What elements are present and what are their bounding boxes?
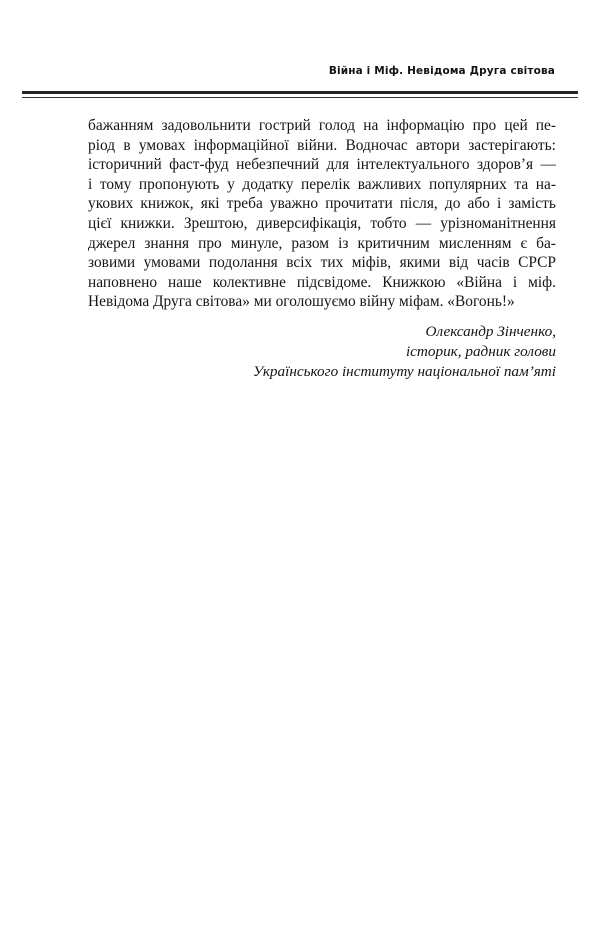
signature-role: історик, радник голови — [405, 342, 556, 360]
body-line: історичний фаст-фуд небезпечний для інтелектуального здоров’я — — [88, 156, 556, 174]
body-paragraph — [88, 116, 556, 312]
header-divider — [22, 91, 578, 99]
body-line: укових книжок, які треба уважно прочитати після, до або і замість — [88, 195, 556, 213]
signature-organization: Українського інституту національної пам’яті — [252, 362, 556, 380]
header-divider-thin-line — [22, 97, 578, 98]
body-line: і тому пропонують у додатку перелік важливих популярних та на- — [88, 175, 556, 193]
signature-block — [88, 322, 556, 381]
body-line: наповнено наше колективне підсвідоме. Книжкою «Війна і міф. — [88, 273, 556, 291]
body-line: джерел знання про минуле, разом із критичним мисленням є ба- — [88, 234, 556, 252]
running-head: Війна і Міф. Невідома Друга світова — [328, 65, 555, 77]
body-line: зовими умовами подолання всіх тих міфів, якими від часів СРСР — [88, 254, 556, 272]
signature-author: Олександр Зінченко, — [425, 323, 556, 340]
body-line: Невідома Друга світова» ми оголошуємо війну міфам. «Вогонь!» — [88, 293, 515, 311]
body-line: цієї книжки. Зрештою, диверсифікація, тобто — урізноманітнення — [88, 214, 556, 232]
header-divider-thick-line — [22, 91, 578, 94]
body-line: бажанням задовольнити гострий голод на інформацію про цей пе- — [88, 117, 556, 134]
body-line: ріод в умовах інформаційної війни. Водночас автори застерігають: — [88, 136, 556, 154]
